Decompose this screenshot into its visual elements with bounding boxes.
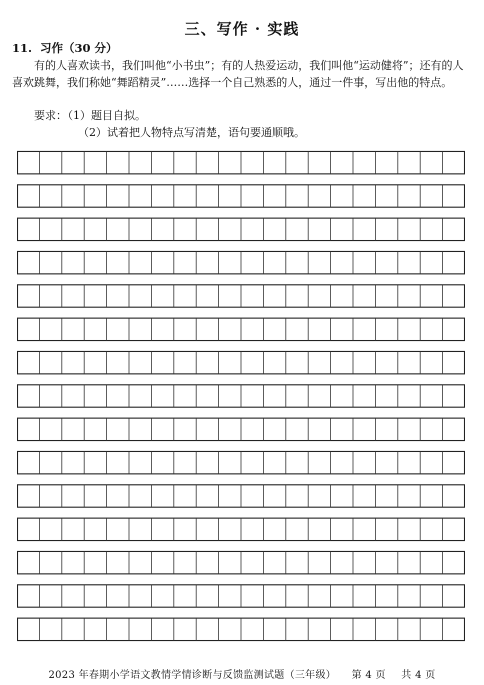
question-number: 11. (12, 41, 33, 55)
question-title: 习作（30 分） (40, 41, 118, 55)
page-total: 共 4 页 (401, 670, 436, 681)
page-footer (0, 666, 484, 681)
section-title: 三、写作 · 实践 (184, 20, 300, 38)
requirement-1: （1）题目自拟。 (62, 109, 146, 122)
writing-grid[interactable] (17, 146, 465, 646)
question-header (12, 40, 126, 56)
requirement-2: （2）试着把人物特点写清楚，语句要通顺哦。 (78, 126, 305, 139)
writing-grid-svg (17, 146, 465, 646)
requirements-label: 要求： (34, 109, 67, 122)
page-number: 第 4 页 (351, 670, 386, 681)
exam-title: 2023 年春期小学语文教情学情诊断与反馈监测试题（三年级） (48, 670, 337, 681)
question-prompt: 有的人喜欢读书，我们叫他“小书虫”；有的人热爱运动，我们叫他“运动健将”；还有的人喜欢跳舞，我们称她“舞蹈精灵”……选择一个自己熟悉的人，通过一件事，写出他的特点。 (12, 59, 464, 89)
